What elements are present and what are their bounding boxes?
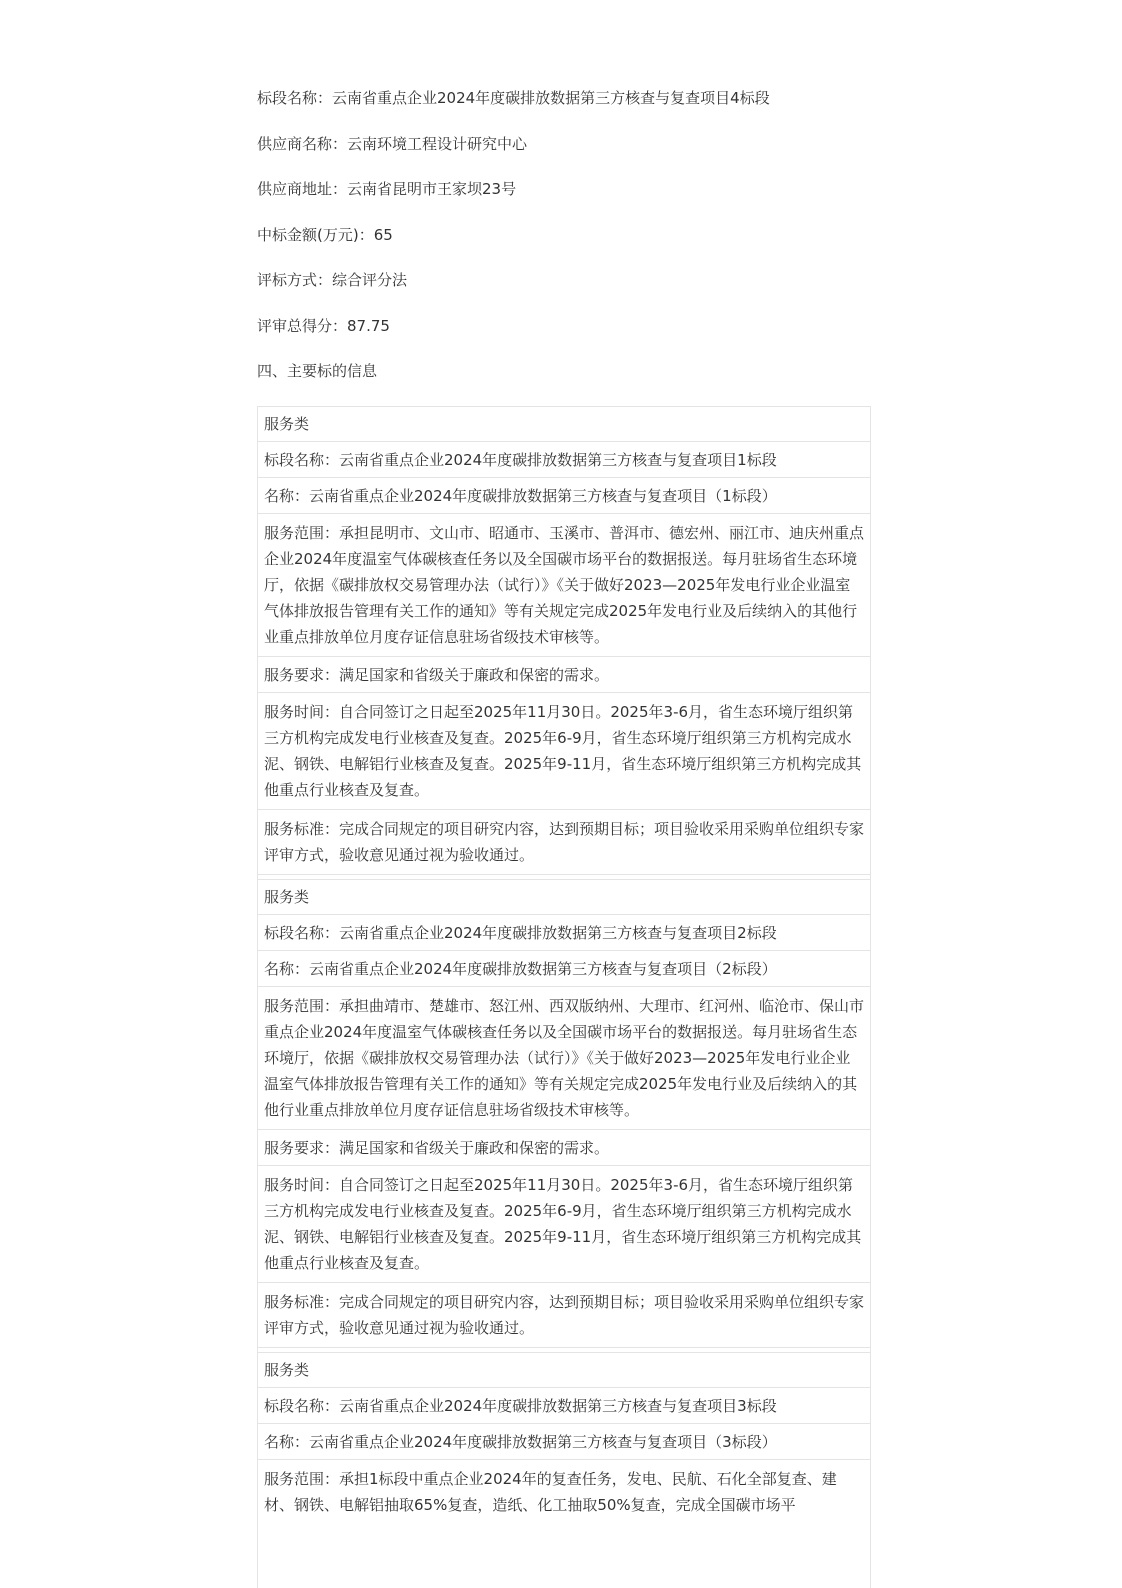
main-subject-table — [257, 406, 871, 1588]
section-heading: 四、主要标的信息 — [257, 362, 378, 380]
award-amount: 中标金额(万元)：65 — [257, 226, 393, 244]
lot-service-time: 服务时间：自合同签订之日起至2025年11月30日。2025年3-6月，省生态环境厅组织第三方机构完成发电行业核查及复查。2025年6-9月，省生态环境厅组织第三方机构完成水泥、钢铁、电解铝行业核查及复查。2025年9-11月，省生态环境厅组织第三方机构完成其他重点行业核查及复查。 — [258, 1166, 870, 1283]
lot-item-name: 名称：云南省重点企业2024年度碳排放数据第三方核查与复查项目（2标段） — [258, 951, 870, 987]
lot-category: 服务类 — [258, 1353, 870, 1388]
lot-category: 服务类 — [258, 880, 870, 915]
lot-service-scope: 服务范围：承担1标段中重点企业2024年的复查任务，发电、民航、石化全部复查、建材、钢铁、电解铝抽取65%复查，造纸、化工抽取50%复查，完成全国碳市场平 — [264, 1470, 837, 1514]
lot-name: 标段名称：云南省重点企业2024年度碳排放数据第三方核查与复查项目3标段 — [258, 1388, 870, 1424]
lot-block — [258, 1352, 870, 1524]
lot-block — [258, 879, 870, 1348]
supplier-name: 供应商名称：云南环境工程设计研究中心 — [257, 135, 528, 153]
supplier-address: 供应商地址：云南省昆明市王家坝23号 — [257, 180, 517, 198]
lot-name: 标段名称：云南省重点企业2024年度碳排放数据第三方核查与复查项目1标段 — [258, 442, 870, 478]
lot-service-requirement: 服务要求：满足国家和省级关于廉政和保密的需求。 — [258, 1130, 870, 1166]
lot-service-standard: 服务标准：完成合同规定的项目研究内容，达到预期目标；项目验收采用采购单位组织专家评审方式，验收意见通过视为验收通过。 — [258, 1283, 870, 1348]
lot-item-name: 名称：云南省重点企业2024年度碳排放数据第三方核查与复查项目（1标段） — [258, 478, 870, 514]
lot-service-scope: 服务范围：承担曲靖市、楚雄市、怒江州、西双版纳州、大理市、红河州、临沧市、保山市重点企业2024年度温室气体碳核查任务以及全国碳市场平台的数据报送。每月驻场省生态环境厅，依据《碳排放权交易管理办法（试行）》《关于做好2023—2025年发电行业企业温室气体排放报告管理有关工作的通知》等有关规定完成2025年发电行业及后续纳入的其他行业重点排放单位月度存证信息驻场省级技术审核等。 — [258, 987, 870, 1130]
lot-category: 服务类 — [258, 407, 870, 442]
lot-name: 标段名称：云南省重点企业2024年度碳排放数据第三方核查与复查项目2标段 — [258, 915, 870, 951]
evaluation-score: 评审总得分：87.75 — [257, 317, 390, 335]
lot-item-name: 名称：云南省重点企业2024年度碳排放数据第三方核查与复查项目（3标段） — [258, 1424, 870, 1460]
lot-service-scope: 服务范围：承担昆明市、文山市、昭通市、玉溪市、普洱市、德宏州、丽江市、迪庆州重点企业2024年度温室气体碳核查任务以及全国碳市场平台的数据报送。每月驻场省生态环境厅，依据《碳排放权交易管理办法（试行）》《关于做好2023—2025年发电行业企业温室气体排放报告管理有关工作的通知》等有关规定完成2025年发电行业及后续纳入的其他行业重点排放单位月度存证信息驻场省级技术审核等。 — [258, 514, 870, 657]
lot-service-requirement: 服务要求：满足国家和省级关于廉政和保密的需求。 — [258, 657, 870, 693]
lot-service-time: 服务时间：自合同签订之日起至2025年11月30日。2025年3-6月，省生态环境厅组织第三方机构完成发电行业核查及复查。2025年6-9月，省生态环境厅组织第三方机构完成水泥、钢铁、电解铝行业核查及复查。2025年9-11月，省生态环境厅组织第三方机构完成其他重点行业核查及复查。 — [258, 693, 870, 810]
award-lot-name: 标段名称：云南省重点企业2024年度碳排放数据第三方核查与复查项目4标段 — [257, 89, 770, 107]
evaluation-method: 评标方式：综合评分法 — [257, 271, 408, 289]
lot-service-standard: 服务标准：完成合同规定的项目研究内容，达到预期目标；项目验收采用采购单位组织专家评审方式，验收意见通过视为验收通过。 — [258, 810, 870, 875]
lot-block — [258, 406, 870, 875]
